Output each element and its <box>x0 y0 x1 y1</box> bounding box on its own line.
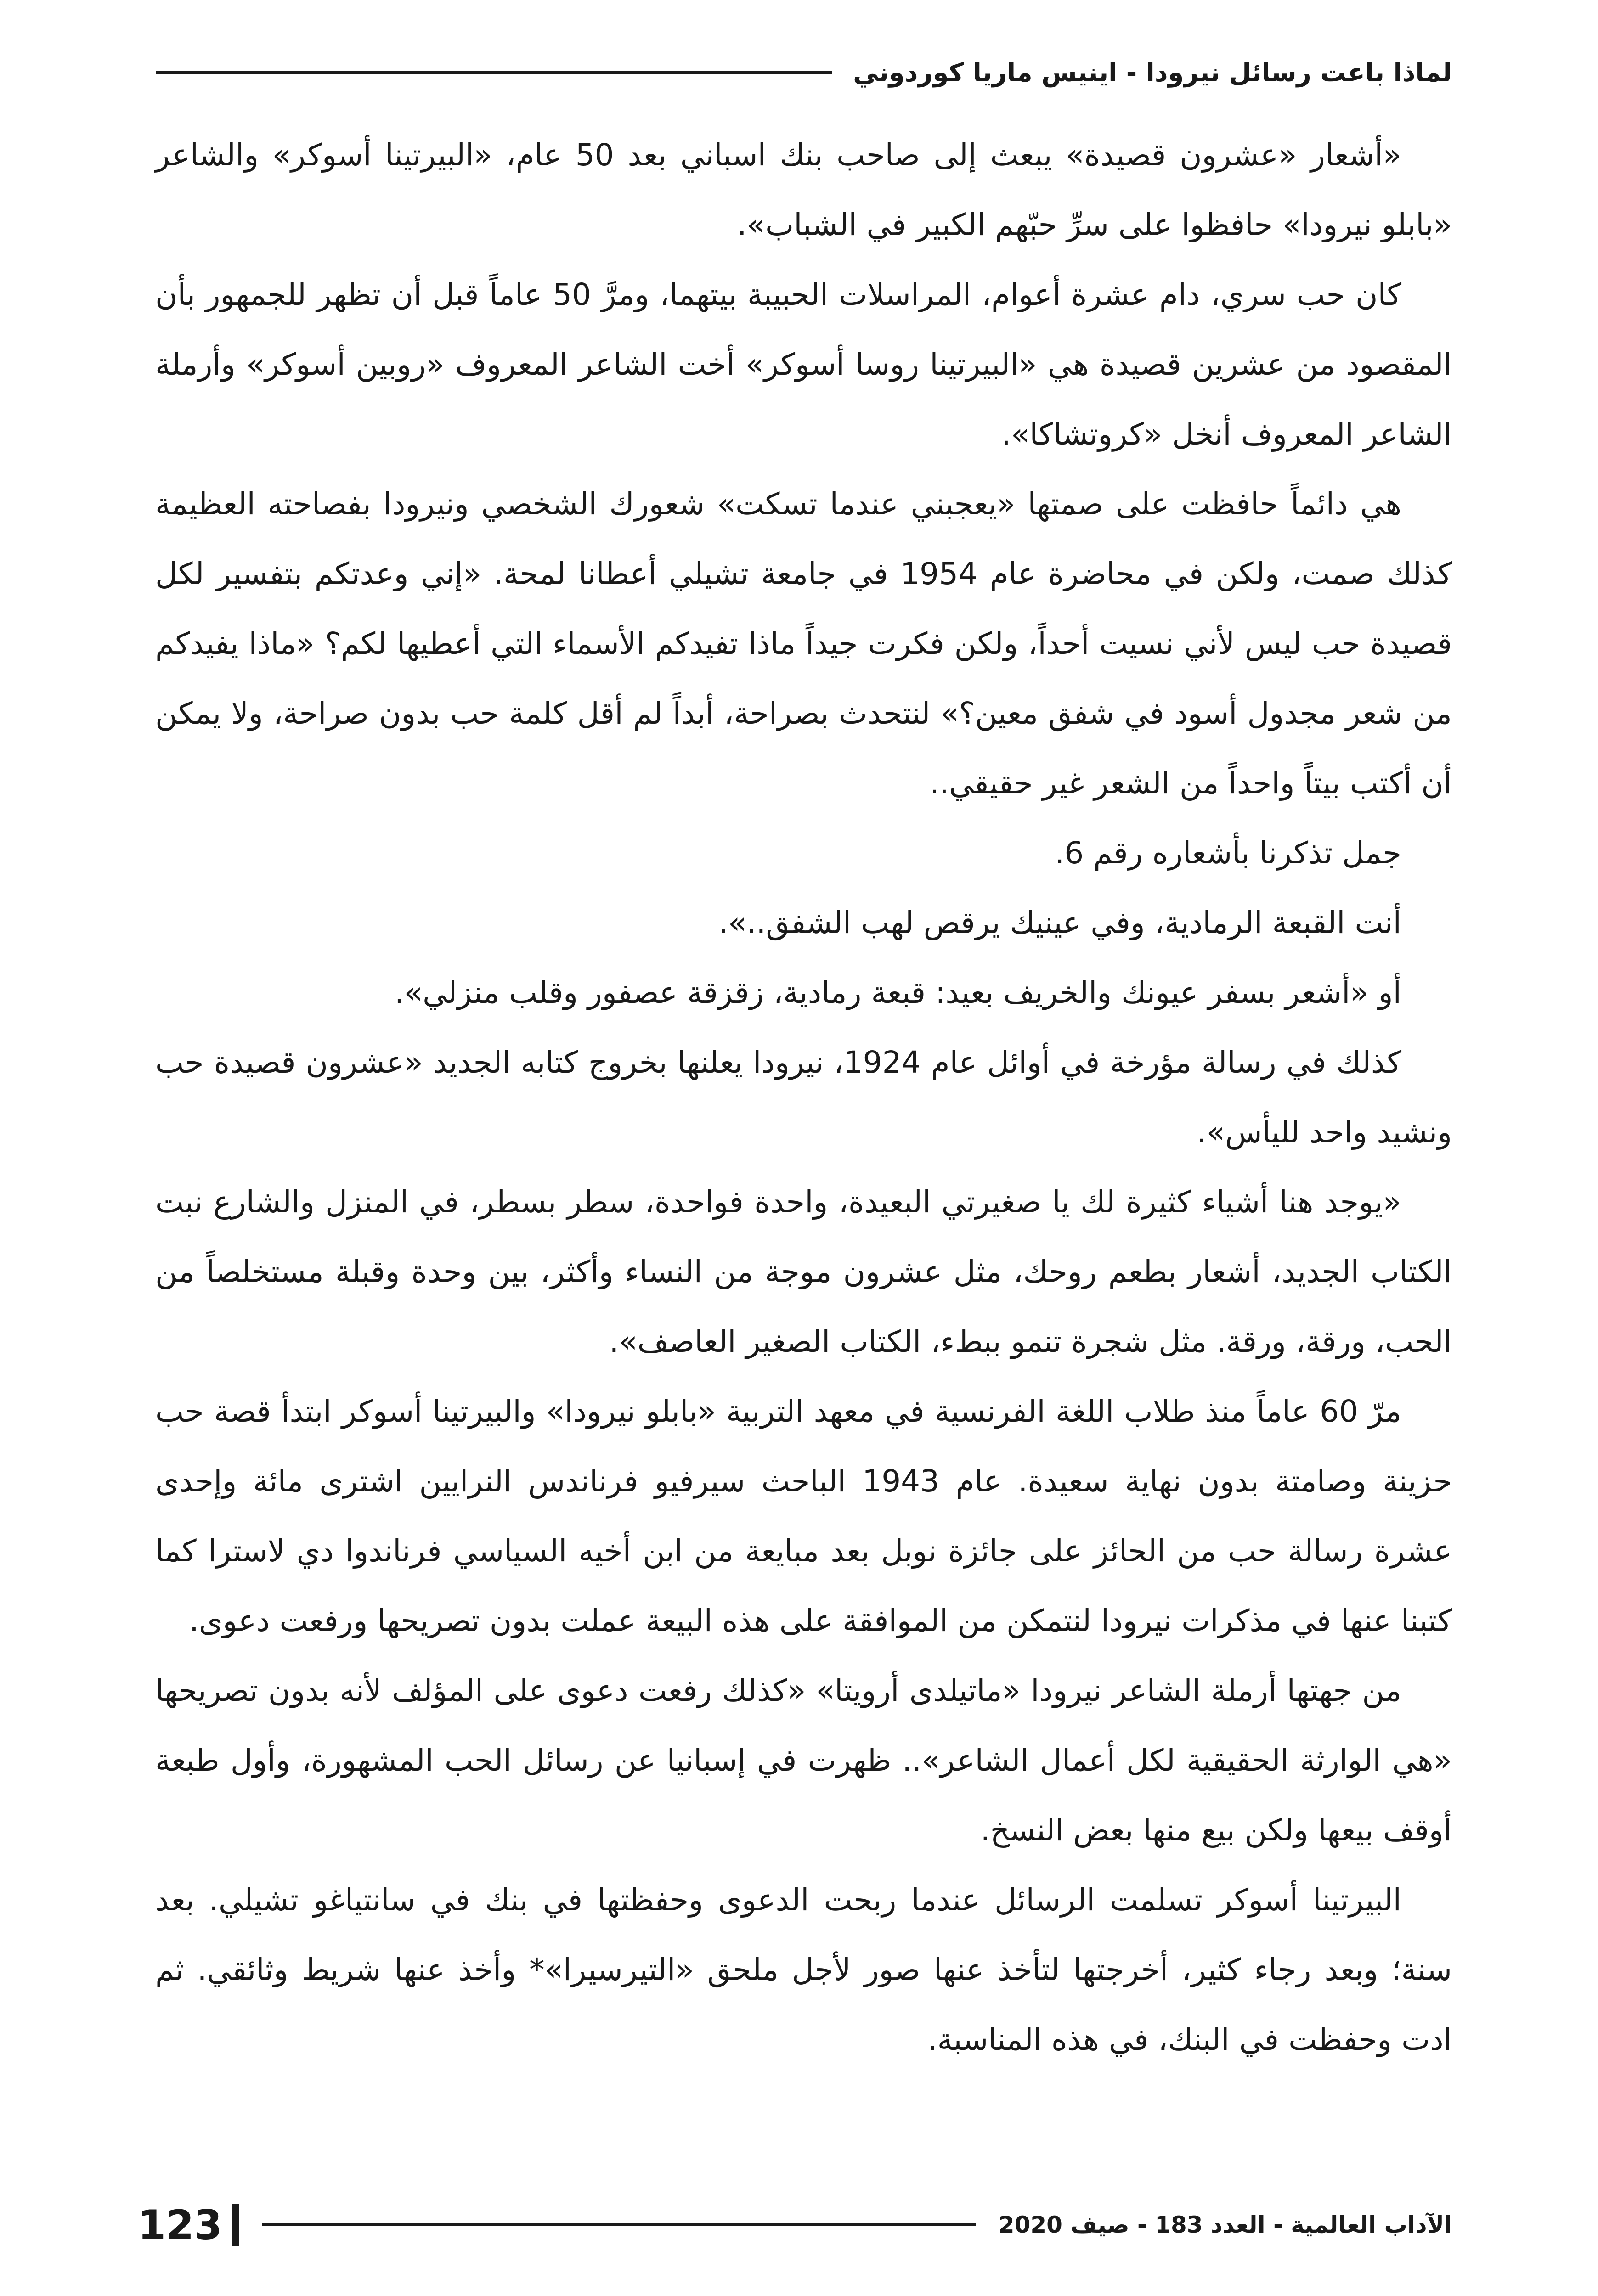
paragraph-2: كان حب سري، دام عشرة أعوام، المراسلات الحبيبة بيتهما، ومرَّ 50 عاماً قبل أن تظهر للجمهور بأن المقصود من عشرين قصيدة هي «البيرتينا روسا أسوكر» أخت الشاعر المعروف «روبين أسوكر» وأرملة الشاعر المعروف أنخل «كروتشاكا». <box>155 277 1452 452</box>
paragraph-1: «أشعار «عشرون قصيدة» يبعث إلى صاحب بنك اسباني بعد 50 عام، «البيرتينا أسوكر» والشاعر «بابلو نيرودا» حافظوا على سرِّ حبّهم الكبير في الشباب». <box>155 137 1452 242</box>
paragraph-9: مرّ 60 عاماً منذ طلاب اللغة الفرنسية في معهد التربية «بابلو نيرودا» والبيرتينا أسوكر ابتدأ قصة حب حزينة وصامتة بدون نهاية سعيدة. عام 1943 الباحث سيرفيو فرناندس النرايين اشترى مائة وإحدى عشرة رسالة حب من الحائز على جائزة نوبل بعد مبايعة من ابن أخيه السياسي فرناندوا دي لاسترا كما كتبنا عنها في مذكرات نيرودا لنتمكن من الموافقة على هذه البيعة عملت بدون تصريحها ورفعت دعوى. <box>155 1394 1452 1638</box>
article-body <box>155 120 1452 2075</box>
footer-rule <box>262 2223 976 2226</box>
running-title: لماذا باعت رسائل نيرودا - اينيس ماريا كوردوني <box>853 57 1452 88</box>
paragraph-4: جمل تذكرنا بأشعاره رقم 6. <box>1055 835 1401 871</box>
paragraph-10: من جهتها أرملة الشاعر نيرودا «ماتيلدى أرويتا» «كذلك رفعت دعوى على المؤلف لأنه بدون تصريحها «هي الوارثة الحقيقية لكل أعمال الشاعر».. ظهرت في إسبانيا عن رسائل الحب المشهورة، وأول طبعة أوقف بيعها ولكن بيع منها بعض النسخ. <box>155 1673 1452 1848</box>
paragraph-7: كذلك في رسالة مؤرخة في أوائل عام 1924، نيرودا يعلنها بخروج كتابه الجديد «عشرون قصيدة حب ونشيد واحد لليأس». <box>155 1045 1452 1150</box>
paragraph-8: «يوجد هنا أشياء كثيرة لك يا صغيرتي البعيدة، واحدة فواحدة، سطر بسطر، في المنزل والشارع نبت الكتاب الجديد، أشعار بطعم روحك، مثل عشرون موجة من النساء وأكثر، بين وحدة وقبلة مستخلصاً من الحب، ورقة، ورقة. مثل شجرة تنمو ببطء، الكتاب الصغير العاصف». <box>155 1184 1452 1359</box>
paragraph-11: البيرتينا أسوكر تسلمت الرسائل عندما ربحت الدعوى وحفظتها في بنك في سانتياغو تشيلي. بعد سنة؛ وبعد رجاء كثير، أخرجتها لتأخذ عنها صور لأجل ملحق «التيرسيرا»* وأخذ عنها شريط وثائقي. ثم ادت وحفظت في البنك، في هذه المناسبة. <box>155 1882 1452 2057</box>
page-number: 123 <box>138 2201 222 2249</box>
page-footer <box>138 2200 1452 2250</box>
page-header <box>156 54 1452 91</box>
page-number-block <box>138 2201 239 2249</box>
page-number-bar <box>232 2204 239 2246</box>
paragraph-3: هي دائماً حافظت على صمتها «يعجبني عندما تسكت» شعورك الشخصي ونيرودا بفصاحته العظيمة كذلك صمت، ولكن في محاضرة عام 1954 في جامعة تشيلي أعطانا لمحة. «إني وعدتكم بتفسير لكل قصيدة حب ليس لأني نسيت أحداً، ولكن فكرت جيداً ماذا تفيدكم الأسماء التي أعطيها لكم؟ «ماذا يفيدكم من شعر مجدول أسود في شفق معين؟» لنتحدث بصراحة، أبداً لم أقل كلمة حب بدون صراحة، ولا يمكن أن أكتب بيتاً واحداً من الشعر غير حقيقي.. <box>155 486 1452 801</box>
header-rule <box>156 71 832 74</box>
paragraph-6: أو «أشعر بسفر عيونك والخريف بعيد: قبعة رمادية، زقزقة عصفور وقلب منزلي». <box>394 975 1401 1010</box>
journal-issue: الآداب العالمية - العدد 183 - صيف 2020 <box>998 2212 1452 2238</box>
paragraph-5: أنت القبعة الرمادية، وفي عينيك يرقص لهب الشفق..». <box>718 905 1401 940</box>
